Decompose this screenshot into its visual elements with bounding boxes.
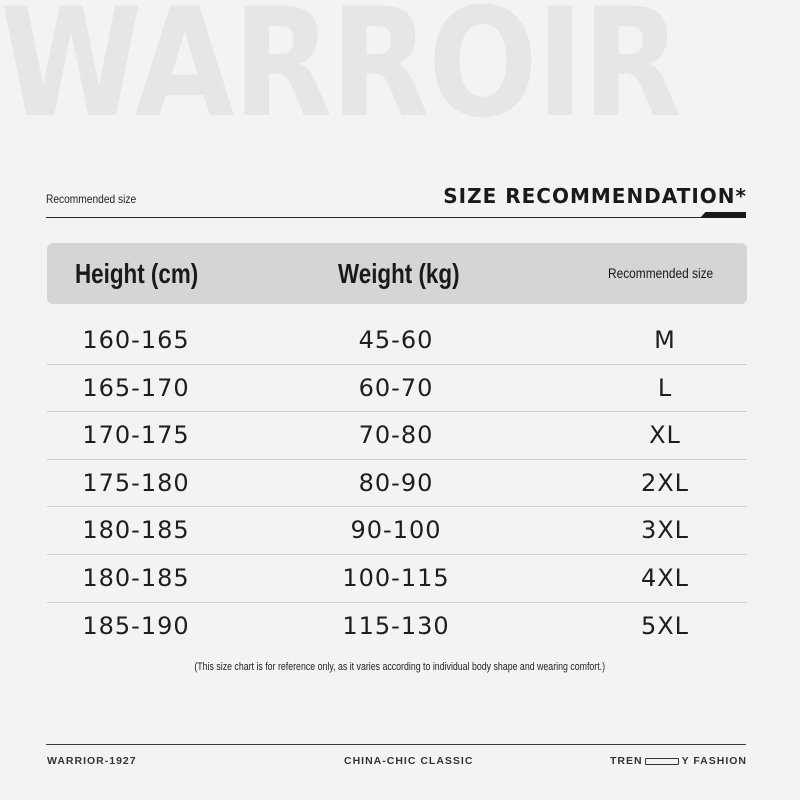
header-accent-bar [700, 212, 746, 218]
table-row: 180-185 100-115 4XL [47, 555, 747, 603]
table-row: 170-175 70-80 XL [47, 412, 747, 460]
table-row: 180-185 90-100 3XL [47, 507, 747, 555]
header-divider [46, 217, 746, 218]
disclaimer-note: (This size chart is for reference only, as it varies according to individual body shape and wearing comfort.) [194, 661, 606, 673]
footer-divider [46, 744, 746, 745]
page-title: SIZE RECOMMENDATION* [443, 184, 747, 208]
footer-tagline: CHINA-CHIC CLASSIC [344, 755, 474, 767]
footer-slogan-end: Y FASHION [681, 755, 747, 767]
table-row: 160-165 45-60 M [47, 317, 747, 365]
footer-slogan [610, 755, 747, 767]
table-row: 175-180 80-90 2XL [47, 460, 747, 508]
column-header-height: Height (cm) [75, 258, 199, 289]
column-header-weight: Weight (kg) [338, 258, 460, 289]
background-watermark: WARROIR [0, 0, 680, 134]
size-table-body [47, 317, 747, 650]
table-row: 185-190 115-130 5XL [82, 611, 690, 640]
size-table-header [47, 243, 747, 304]
table-row: 165-170 60-70 L [47, 365, 747, 413]
footer-slogan-start: TREN [610, 755, 643, 767]
section-label: Recommended size [46, 192, 137, 206]
column-header-size: Recommended size [608, 265, 714, 281]
pill-shape-icon [645, 758, 679, 765]
footer-brand: WARRIOR-1927 [47, 755, 137, 767]
